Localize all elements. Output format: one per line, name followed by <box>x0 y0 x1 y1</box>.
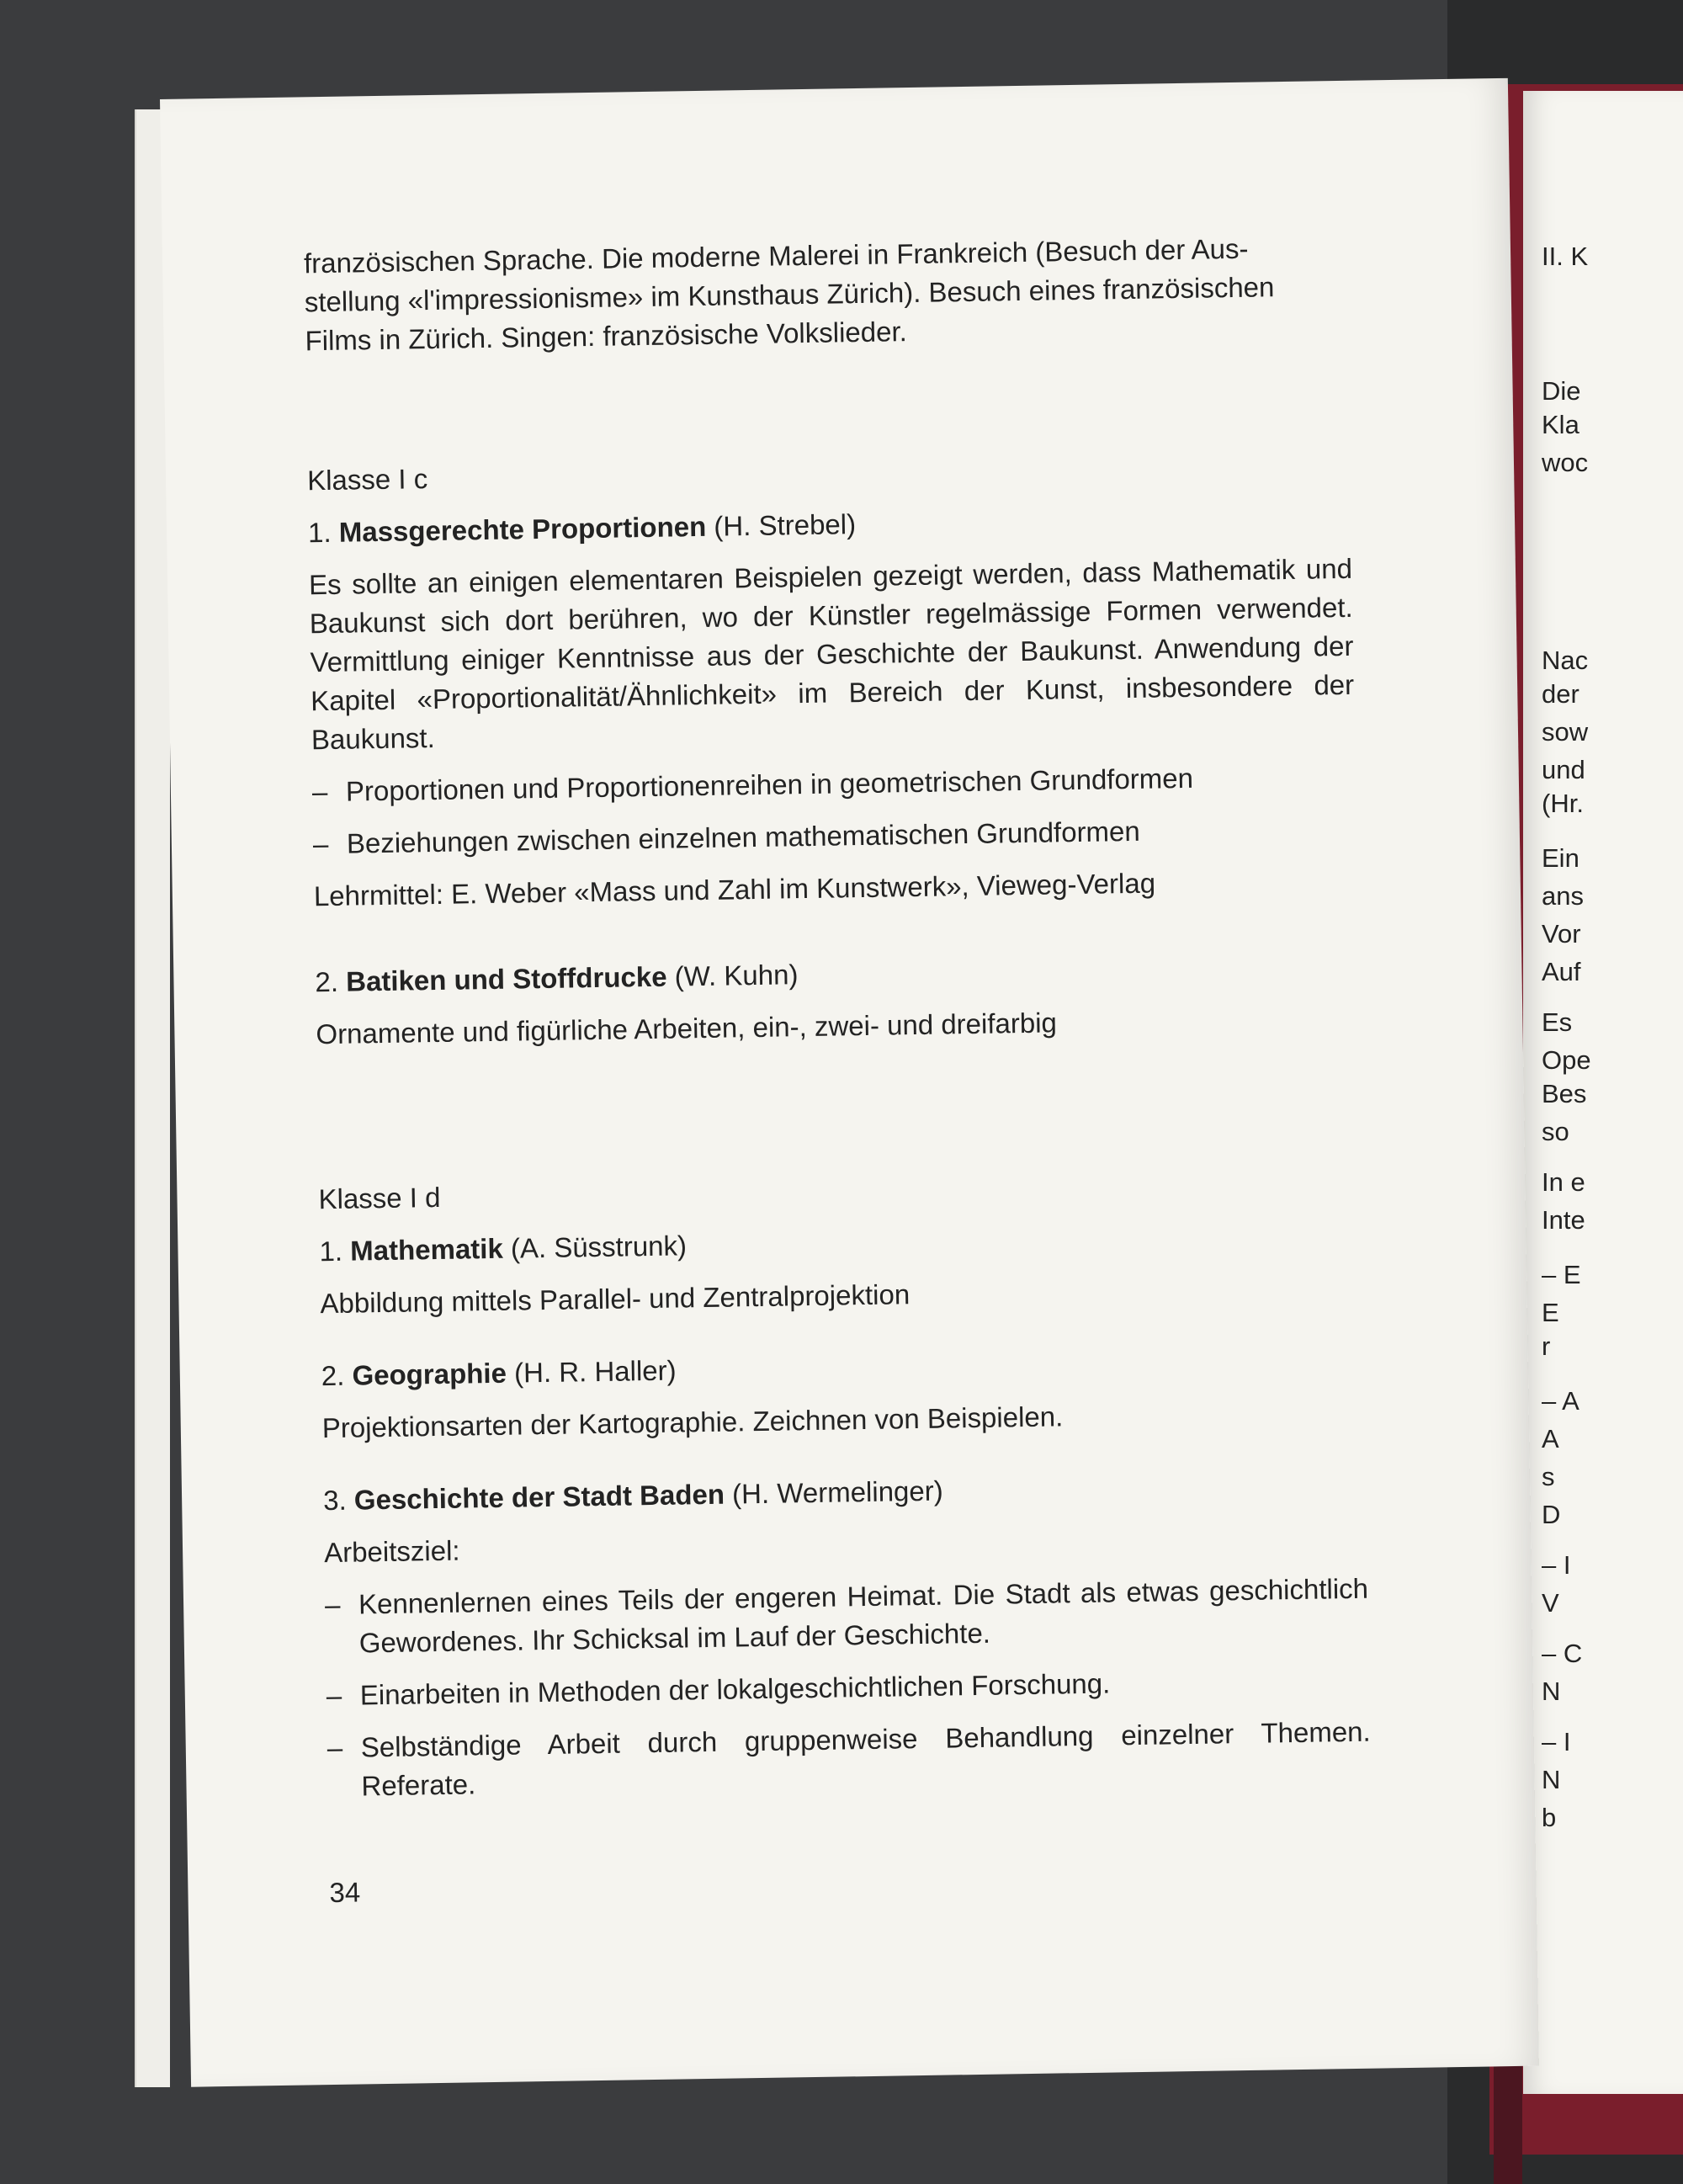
right-page-line: – I <box>1542 1550 1571 1580</box>
item-title: Batiken und Stoffdrucke <box>345 960 667 997</box>
dash-marker: – <box>311 775 328 808</box>
right-page-line: Ein <box>1542 843 1579 873</box>
klasse-ic-item1-body: Es sollte an einigen elementaren Beispielen gezeigt werden, dass Mathematik und Baukunst sich dort berühren, wo der Künstler regelmässige Formen verwendet. Vermittlung einiger Kenntnisse aus der Geschichte der Baukunst. Anwendung der Kapitel «Proportionalität/Ähnlichkeit» im Bereich der Kunst, insbesondere der Baukunst. <box>308 552 1355 756</box>
page-number: 34 <box>329 1876 361 1909</box>
right-page-line: In e <box>1542 1167 1585 1197</box>
right-page-line: und <box>1542 755 1585 784</box>
list-item-text: Beziehungen zwischen einzelnen mathematischen Grundformen <box>346 815 1140 859</box>
list-item-text: Einarbeiten in Methoden der lokalgeschichtlichen Forschung. <box>359 1667 1111 1711</box>
right-page-line: so <box>1542 1117 1569 1146</box>
right-page-line: Vor <box>1542 919 1581 949</box>
list-item <box>327 1713 1371 1806</box>
item-title: Geschichte der Stadt Baden <box>353 1478 725 1516</box>
intro-line: Films in Zürich. Singen: französische Volkslieder. <box>305 316 908 357</box>
intro-line: stellung «l'impressionisme» im Kunsthaus Zürich). Besuch eines französischen <box>304 271 1275 318</box>
right-page-line: E <box>1542 1298 1559 1327</box>
right-page-line: V <box>1542 1588 1559 1618</box>
right-page-line: – C <box>1542 1639 1583 1668</box>
right-page-line: N <box>1542 1677 1561 1706</box>
dash-marker: – <box>327 1731 343 1764</box>
arbeitsziel-label: Arbeitsziel: <box>323 1534 460 1569</box>
item-number: 1. <box>307 516 332 549</box>
dash-marker: – <box>326 1679 342 1712</box>
list-item-text: Selbständige Arbeit durch gruppenweise Behandlung einzelner Themen. Referate. <box>360 1715 1371 1802</box>
left-page <box>160 78 1539 2087</box>
right-page-line: Die <box>1542 376 1581 406</box>
item-author: (H. Strebel) <box>714 508 857 542</box>
lehrmittel-line: Lehrmittel: E. Weber «Mass und Zahl im Kunstwerk», Vieweg-Verlag <box>313 867 1156 912</box>
item-author: (H. Wermelinger) <box>731 1475 943 1510</box>
right-page-line: N <box>1542 1765 1561 1794</box>
klasse-id-heading: Klasse I d <box>318 1181 441 1215</box>
right-page-line: sow <box>1542 717 1589 747</box>
intro-paragraph <box>304 228 1349 360</box>
item-number: 1. <box>319 1235 343 1267</box>
right-page-line: D <box>1542 1500 1561 1529</box>
right-page-line: (Hr. <box>1542 789 1584 818</box>
left-page-text <box>304 228 1373 1912</box>
item-title: Geographie <box>352 1357 507 1391</box>
list-item <box>325 1570 1369 1663</box>
klasse-ic-heading: Klasse I c <box>306 463 428 497</box>
right-page-line: Bes <box>1542 1079 1587 1108</box>
klasse-id-item1-body: Abbildung mittels Parallel- und Zentralprojektion <box>320 1278 911 1320</box>
right-page-line: r <box>1542 1331 1551 1361</box>
right-page-line: s <box>1542 1462 1555 1491</box>
klasse-id-item2-body: Projektionsarten der Kartographie. Zeichnen von Beispielen. <box>321 1400 1064 1444</box>
item-author: (H. R. Haller) <box>513 1354 677 1389</box>
right-page-line: Auf <box>1542 957 1581 986</box>
right-page-line: – E <box>1542 1260 1581 1289</box>
right-page-line: II. K <box>1542 242 1589 271</box>
list-item-text: Proportionen und Proportionenreihen in geometrischen Grundformen <box>345 762 1194 807</box>
item-number: 2. <box>315 965 339 998</box>
item-title: Massgerechte Proportionen <box>338 510 707 548</box>
right-page-line: Inte <box>1542 1205 1585 1235</box>
right-page-line: Kla <box>1542 410 1579 439</box>
dash-marker: – <box>312 827 329 860</box>
right-page-line: A <box>1542 1424 1559 1453</box>
klasse-ic-item2-body: Ornamente und figürliche Arbeiten, ein-, zwei- und dreifarbig <box>316 1007 1058 1050</box>
right-page-line: Ope <box>1542 1045 1591 1075</box>
list-item-text: Kennenlernen eines Teils der engeren Heimat. Die Stadt als etwas geschichtlich Gewordenes. Ihr Schicksal im Lauf der Geschichte. <box>358 1572 1369 1659</box>
right-page-line: Es <box>1542 1007 1573 1037</box>
item-number: 3. <box>322 1484 347 1517</box>
right-page-line: – A <box>1542 1386 1579 1416</box>
intro-line: französischen Sprache. Die moderne Malerei in Frankreich (Besuch der Aus- <box>303 232 1249 279</box>
dash-marker: – <box>324 1588 341 1621</box>
right-page-line: – I <box>1542 1727 1571 1756</box>
item-author: (A. Süsstrunk) <box>510 1230 688 1264</box>
item-number: 2. <box>321 1359 345 1392</box>
right-page-line: Nac <box>1542 646 1589 675</box>
item-title: Mathematik <box>349 1232 504 1267</box>
right-page-line: ans <box>1542 881 1584 911</box>
right-page-line: b <box>1542 1803 1557 1832</box>
item-author: (W. Kuhn) <box>674 959 799 992</box>
right-page-line: der <box>1542 679 1579 709</box>
right-page-line: woc <box>1542 448 1589 477</box>
